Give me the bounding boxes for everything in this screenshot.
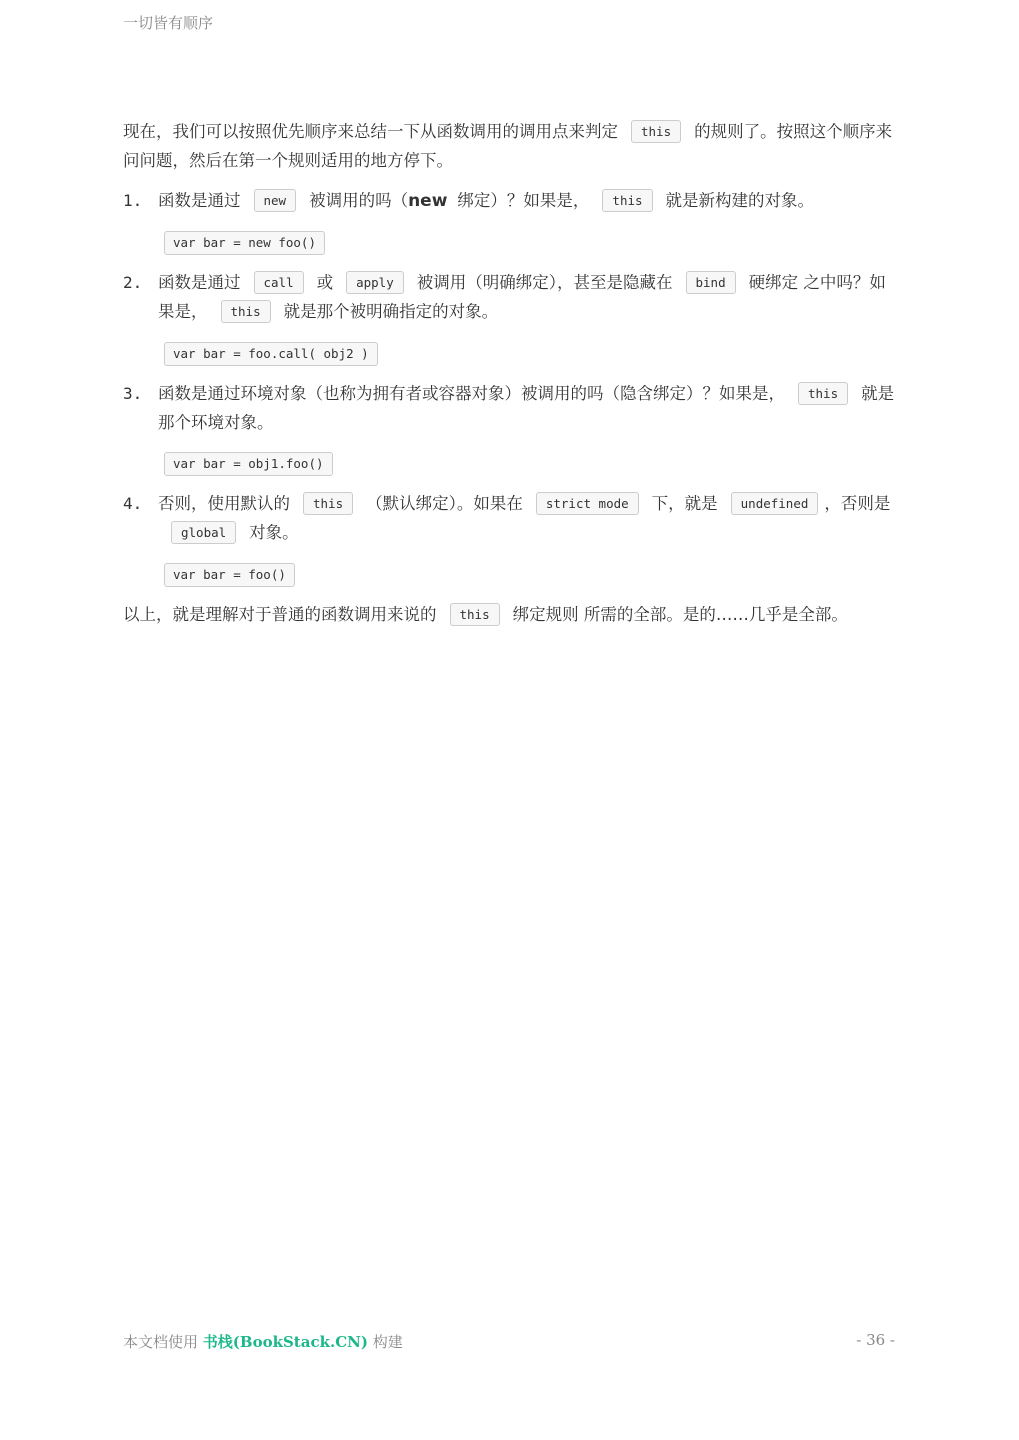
inline-code-this: this [798, 382, 848, 405]
code-block: var bar = foo.call( obj2 ) [164, 342, 378, 366]
rule-item-1 [123, 187, 898, 269]
footer-suffix: 构建 [372, 1333, 403, 1351]
rule-text-part: 函数是通过 [158, 273, 241, 292]
list-number: 1. [123, 191, 143, 210]
rule-item-3 [123, 380, 898, 490]
conclusion-text-before: 以上，就是理解对于普通的函数调用来说的 [123, 605, 437, 624]
rules-list [123, 187, 898, 601]
rule-text-part: 被调用（明确绑定），甚至是隐藏在 [416, 273, 673, 292]
rule-item-4 [123, 490, 898, 601]
code-block: var bar = new foo() [164, 231, 325, 255]
list-number: 4. [123, 494, 143, 513]
inline-code-call: call [254, 271, 304, 294]
inline-code-this: this [631, 120, 681, 143]
rule-text-part: 被调用的吗（ [309, 191, 409, 210]
footer-credit [123, 1331, 403, 1352]
rule-text-part: （默认绑定）。如果在 [366, 494, 523, 513]
conclusion-text-after: 绑定规则 所需的全部。是的……几乎是全部。 [512, 605, 848, 624]
page-number: - 36 - [856, 1331, 895, 1349]
running-header: 一切皆有顺序 [123, 14, 214, 32]
rule-text-part: 绑定）？如果是， [457, 191, 590, 210]
intro-text-after: 的规则了。按照这个顺序来问问题，然后在第一个规则适用的地方停下。 [123, 122, 893, 170]
inline-code-this: this [450, 603, 500, 626]
inline-code-apply: apply [346, 271, 404, 294]
inline-code-new: new [254, 189, 297, 212]
conclusion-paragraph [123, 601, 898, 630]
inline-code-undefined: undefined [731, 492, 819, 515]
footer-prefix: 本文档使用 [123, 1333, 199, 1351]
rule-text-part: ，否则是 [824, 494, 891, 513]
rule-text-part: 硬绑定 之中吗？如果是， [158, 273, 886, 321]
bookstack-link[interactable]: 书栈(BookStack.CN) [202, 1333, 368, 1351]
list-number: 3. [123, 384, 143, 403]
document-body [123, 118, 898, 642]
rule-text-part: 函数是通过环境对象（也称为拥有者或容器对象）被调用的吗（隐含绑定）？如果是， [158, 384, 785, 403]
rule-text-part: 否则，使用默认的 [158, 494, 290, 513]
inline-code-this: this [303, 492, 353, 515]
inline-code-this: this [221, 300, 271, 323]
rule-text-part: 函数是通过 [158, 191, 241, 210]
rule-text [158, 490, 898, 548]
rule-text [158, 187, 898, 216]
inline-code-bind: bind [686, 271, 736, 294]
keyword-new: new [408, 191, 448, 211]
intro-paragraph [123, 118, 898, 175]
intro-text-before: 现在，我们可以按照优先顺序来总结一下从函数调用的调用点来判定 [123, 122, 618, 141]
rule-text-part: 就是那个环境对象。 [158, 384, 895, 432]
rule-text-part: 就是那个被明确指定的对象。 [283, 302, 499, 321]
rule-text-part: 或 [316, 273, 334, 292]
rule-text [158, 269, 898, 327]
rule-text-part: 下，就是 [651, 494, 718, 513]
code-block: var bar = foo() [164, 563, 295, 587]
rule-text [158, 380, 898, 437]
inline-code-this: this [602, 189, 652, 212]
inline-code-global: global [171, 521, 236, 544]
inline-code-strict-mode: strict mode [536, 492, 639, 515]
rule-item-2 [123, 269, 898, 380]
code-block: var bar = obj1.foo() [164, 452, 333, 476]
rule-text-part: 就是新构建的对象。 [665, 191, 815, 210]
rule-text-part: 对象。 [249, 523, 299, 542]
list-number: 2. [123, 273, 143, 292]
